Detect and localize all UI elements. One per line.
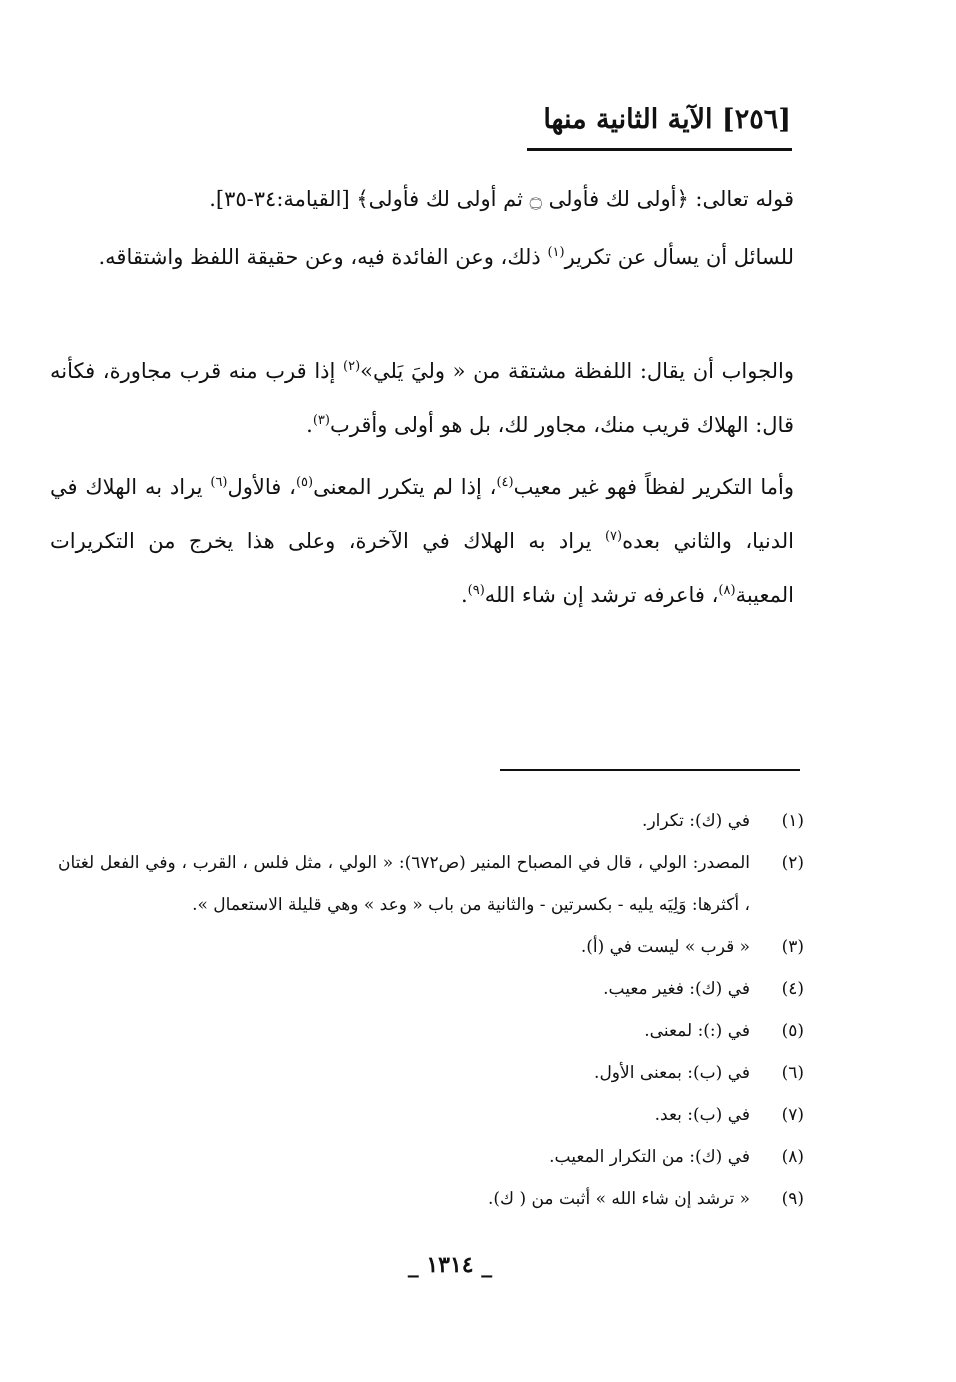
footnote-number: (٧) xyxy=(781,1105,804,1125)
footnote-text: في (ك): فغير معيب. xyxy=(603,979,750,999)
footnote-number: (٥) xyxy=(781,1021,804,1041)
footnote-ref[interactable]: (٤) xyxy=(496,475,514,490)
text-run: إذا قرب منه قرب مجاورة، فكأنه قال: الهلاك قريب منك، مجاور لك، بل هو أولى وأقرب xyxy=(50,359,794,437)
page-number: _ ١٣١٤ _ xyxy=(407,1252,493,1278)
footnote-number: (٢) xyxy=(781,853,804,873)
text-run: للسائل أن يسأل عن تكرير xyxy=(564,245,794,269)
footnote-ref[interactable]: (٨) xyxy=(718,583,736,598)
footnotes-list xyxy=(58,800,804,1220)
question-paragraph xyxy=(50,230,794,284)
footnote-ref[interactable]: (٥) xyxy=(295,475,314,490)
text-run: . xyxy=(306,413,313,437)
footnote-3 xyxy=(58,926,804,968)
repetition-paragraph xyxy=(50,460,794,622)
footnote-number: (٤) xyxy=(781,979,804,999)
footnote-text: في (ب): بمعنى الأول. xyxy=(594,1063,750,1083)
footnote-number: (٩) xyxy=(781,1189,804,1209)
text-run: يراد به الهلاك في الآخرة، وعلى هذا يخرج من التكريرات المعيبة xyxy=(50,529,794,607)
verse-text: قوله تعالى: ﴿أولى لك فأولى ۝ ثم أولى لك فأولى﴾ [القيامة:٣٤-٣٥]. xyxy=(209,187,794,211)
text-run: ، فالأول xyxy=(227,475,296,499)
text-run: ، فاعرفه ترشد إن شاء الله xyxy=(484,583,719,607)
footnote-text: في (ك): تكرار. xyxy=(642,811,750,831)
text-run: ، إذا لم يتكرر المعنى xyxy=(313,475,497,499)
answer-paragraph xyxy=(50,344,794,452)
footnote-4 xyxy=(58,968,804,1010)
footnote-text: في (:): لمعنى. xyxy=(644,1021,750,1041)
footnote-5 xyxy=(58,1010,804,1052)
footnote-text: في (ب): بعد. xyxy=(654,1105,750,1125)
section-heading: [٢٥٦] الآية الثانية منها xyxy=(543,104,791,135)
footnote-text: « قرب » ليست في (أ). xyxy=(580,937,750,957)
footnote-ref[interactable]: (٢) xyxy=(343,359,361,374)
footnote-number: (٣) xyxy=(781,937,804,957)
footnote-6 xyxy=(58,1052,804,1094)
footnote-ref[interactable]: (٦) xyxy=(210,475,228,490)
footnote-1 xyxy=(58,800,804,842)
text-run: وأما التكرير لفظاً فهو غير معيب xyxy=(513,475,795,499)
footnote-ref[interactable]: (٣) xyxy=(312,413,330,428)
footnote-9 xyxy=(58,1178,804,1220)
footnote-ref[interactable]: (٩) xyxy=(467,583,485,598)
text-run: والجواب أن يقال: اللفظة مشتقة من « وليَ يَلي» xyxy=(360,359,794,383)
footnote-7 xyxy=(58,1094,804,1136)
text-run: يراد به الهلاك في الدنيا، والثاني بعده xyxy=(50,475,794,553)
footnote-2 xyxy=(58,842,804,926)
footnote-separator xyxy=(500,769,800,771)
footnote-text: « ترشد إن شاء الله » أثبت من ( ك). xyxy=(488,1189,750,1209)
heading-underline xyxy=(527,148,792,151)
footnote-ref[interactable]: (٧) xyxy=(604,529,623,544)
text-run: . xyxy=(460,583,468,607)
footnote-ref[interactable]: (١) xyxy=(547,245,565,260)
verse-paragraph xyxy=(154,172,794,226)
footnote-8 xyxy=(58,1136,804,1178)
text-run: ذلك، وعن الفائدة فيه، وعن حقيقة اللفظ واشتقاقه. xyxy=(98,245,548,269)
footnote-number: (٨) xyxy=(781,1147,804,1167)
footnote-text: المصدر: الولي ، قال في المصباح المنير (ص٦٧٢): « الولي ، مثل فلس ، القرب ، وفي الفعل لغتان ، أكثرها: وَلِيَه يليه - بكسرتين - والثانية من باب « وعد » وهي قليلة الاستعمال ». xyxy=(58,853,750,915)
footnote-number: (٦) xyxy=(781,1063,804,1083)
footnote-number: (١) xyxy=(781,811,804,831)
footnote-text: في (ك): من التكرار المعيب. xyxy=(549,1147,750,1167)
